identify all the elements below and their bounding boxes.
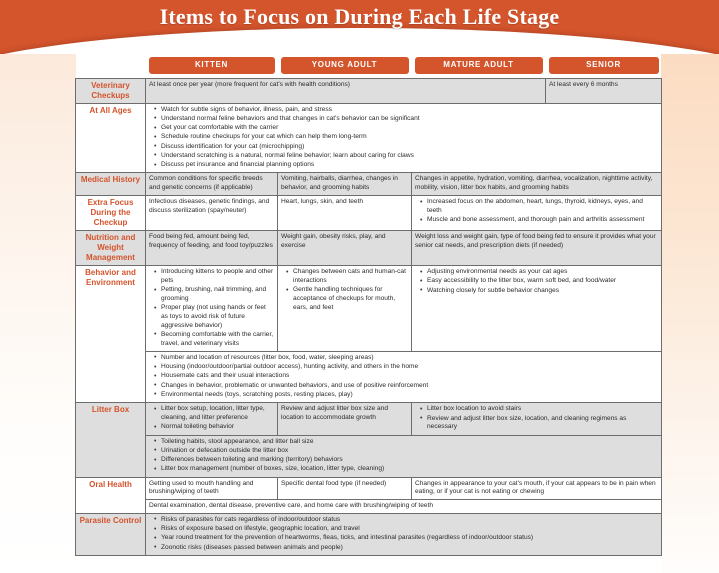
cell-oral-health-all-stages: Dental examination, dental disease, preventive care, and home care with brushing/wiping of teeth	[146, 500, 662, 514]
row-label-extra-focus	[76, 196, 146, 231]
list-item: • Discuss pet insurance and financial planning options	[156, 161, 658, 170]
cell-medical-history-mature-senior: Changes in appetite, hydration, vomiting, diarrhea, vocalization, nighttime activity, mobility, vision, litter box habits, and grooming habits	[412, 173, 662, 196]
cell-behavior-mature-senior	[412, 266, 662, 352]
row-label-behavior-environment	[76, 266, 146, 403]
cell-behavior-young-adult	[278, 266, 412, 352]
column-header-kitten	[146, 55, 278, 78]
list-item: • Understand normal feline behaviors and that changes in cat's behavior can be significant	[156, 115, 658, 124]
list-item: • Adjusting environmental needs as your cat ages	[422, 268, 658, 277]
pill-mature-adult: MATURE ADULT	[415, 57, 543, 74]
list-item: • Risks of parasites for cats regardless of indoor/outdoor status	[156, 516, 658, 525]
bullet-list-behavior-young-adult	[281, 268, 408, 312]
bullet-list-litter-box-mature-senior	[415, 405, 658, 432]
list-item: • Urination or defecation outside the litter box	[156, 447, 658, 456]
table-row-oral-health-all	[76, 500, 662, 514]
bullet-list-behavior-kitten	[149, 268, 274, 348]
header-spacer	[76, 55, 146, 78]
table-row-veterinary-checkups	[76, 78, 662, 103]
row-label-veterinary-checkups: Veterinary Checkups	[76, 78, 146, 103]
list-item: • Year round treatment for the prevention of heartworms, fleas, ticks, and intestinal parasites (regardless of indoor/outdoor status)	[156, 534, 658, 543]
cell-vet-checkups-senior: At least every 6 months	[546, 78, 662, 103]
cell-extra-focus-mature-senior	[412, 196, 662, 231]
page-subtitle: Observe at home and discuss with your veterinarian	[214, 33, 505, 45]
cell-nutrition-mature-senior: Weight loss and weight gain, type of food being fed to ensure it provides what your senior cat needs, and prescription diets (if needed)	[412, 231, 662, 266]
row-label-oral-health: Oral Health	[76, 477, 146, 513]
page-title: Items to Focus on During Each Life Stage	[159, 4, 560, 29]
list-item: • Litter box location to avoid stairs	[422, 405, 658, 414]
list-item: • Environmental needs (toys, scratching posts, resting places, play)	[156, 391, 658, 400]
cell-medical-history-kitten: Common conditions for specific breeds and genetic concerns (if applicable)	[146, 173, 278, 196]
list-item: • Get your cat comfortable with the carrier	[156, 124, 658, 133]
table-row-medical-history	[76, 173, 662, 196]
list-item: • Becoming comfortable with the carrier, travel, and veterinary visits	[156, 331, 274, 349]
table-row-parasite-control	[76, 513, 662, 555]
cell-at-all-ages	[146, 103, 662, 173]
list-item: • Toileting habits, stool appearance, and litter ball size	[156, 438, 658, 447]
pill-young-adult: YOUNG ADULT	[281, 57, 409, 74]
row-label-nutrition-weight	[76, 231, 146, 266]
list-item: • Schedule routine checkups for your cat which can help them long-term	[156, 133, 658, 142]
cell-medical-history-young-adult: Vomiting, hairballs, diarrhea, changes in behavior, and grooming habits	[278, 173, 412, 196]
cell-nutrition-kitten: Food being fed, amount being fed, frequency of feeding, and food toy/puzzles	[146, 231, 278, 266]
list-item: • Litter box setup, location, litter type, cleaning, and litter preference	[156, 405, 274, 423]
pill-senior: SENIOR	[549, 57, 659, 74]
row-label-medical-history: Medical History	[76, 173, 146, 196]
life-stage-table	[75, 55, 662, 556]
column-header-senior	[546, 55, 662, 78]
table-column-header-row	[76, 55, 662, 78]
page-banner	[0, 0, 719, 54]
list-item: • Petting, brushing, nail trimming, and grooming	[156, 286, 274, 304]
list-item: • Zoonotic risks (diseases passed between animals and people)	[156, 544, 658, 553]
cell-parasite-control	[146, 513, 662, 555]
bullet-list-parasite-control	[149, 516, 658, 553]
life-stage-table-wrapper	[75, 55, 661, 556]
list-item: • Understand scratching is a natural, normal feline behavior; learn about caring for claws	[156, 152, 658, 161]
cell-extra-focus-young-adult: Heart, lungs, skin, and teeth	[278, 196, 412, 231]
cell-litter-box-kitten	[146, 403, 278, 435]
cell-behavior-kitten	[146, 266, 278, 352]
left-margin-decoration	[0, 0, 76, 573]
cell-behavior-all-stages	[146, 351, 662, 402]
row-label-parasite-control: Parasite Control	[76, 513, 146, 555]
list-item: • Normal toileting behavior	[156, 423, 274, 432]
cell-extra-focus-kitten: Infectious diseases, genetic findings, and discuss sterilization (spay/neuter)	[146, 196, 278, 231]
cell-litter-box-all-stages	[146, 435, 662, 477]
table-row-at-all-ages	[76, 103, 662, 173]
row-label-extra-focus-line2: During the Checkup	[90, 208, 131, 228]
bullet-list-extra-focus-mature-senior	[415, 198, 658, 225]
list-item: • Discuss identification for your cat (microchipping)	[156, 143, 658, 152]
row-label-litter-box: Litter Box	[76, 403, 146, 477]
list-item: • Differences between toileting and marking (territory) behaviors	[156, 456, 658, 465]
table-row-litter-box-all	[76, 435, 662, 477]
pill-kitten: KITTEN	[149, 57, 275, 74]
list-item: • Housing (indoor/outdoor/partial outdoor access), hunting activity, and others in the home	[156, 363, 658, 372]
list-item: • Changes in behavior, problematic or unwanted behaviors, and use of positive reinforcement	[156, 382, 658, 391]
row-label-behavior-line1: Behavior and	[85, 268, 136, 278]
list-item: • Increased focus on the abdomen, heart, lungs, thyroid, kidneys, eyes, and teeth	[422, 198, 658, 216]
list-item: • Litter box management (number of boxes, size, location, litter type, cleaning)	[156, 465, 658, 474]
cell-oral-health-kitten: Getting used to mouth handling and brushing/wiping of teeth	[146, 477, 278, 500]
cell-oral-health-mature-senior: Changes in appearance to your cat's mouth, if your cat appears to be in pain when eating, or if your cat is not eating or chewing	[412, 477, 662, 500]
list-item: • Watching closely for subtle behavior changes	[422, 287, 658, 296]
row-label-extra-focus-line1: Extra Focus	[87, 198, 134, 208]
list-item: • Muscle and bone assessment, and thorough pain and arthritis assessment	[422, 216, 658, 225]
bullet-list-at-all-ages	[149, 106, 658, 170]
list-item: • Introducing kittens to people and other pets	[156, 268, 274, 286]
list-item: • Housemate cats and their usual interactions	[156, 372, 658, 381]
cell-litter-box-young-adult: Review and adjust litter box size and location to accommodate growth	[278, 403, 412, 435]
table-row-litter-box-split	[76, 403, 662, 435]
list-item: • Proper play (not using hands or feet as toys to avoid risk of future aggressive behavior)	[156, 304, 274, 330]
list-item: • Risks of exposure based on lifestyle, geographic location, and travel	[156, 525, 658, 534]
column-header-young-adult	[278, 55, 412, 78]
bullet-list-behavior-mature-senior	[415, 268, 658, 295]
list-item: • Watch for subtle signs of behavior, illness, pain, and stress	[156, 106, 658, 115]
bullet-list-litter-box-kitten	[149, 405, 274, 432]
row-label-nutrition-line2: Management	[86, 253, 135, 263]
list-item: • Review and adjust litter box size, location, and cleaning regimens as necessary	[422, 415, 658, 433]
cell-oral-health-young-adult: Specific dental food type (if needed)	[278, 477, 412, 500]
list-item: • Gentle handling techniques for acceptance of checkups for mouth, ears, and feet	[288, 286, 408, 312]
table-row-behavior-environment-all	[76, 351, 662, 402]
bullet-list-behavior-all	[149, 354, 658, 400]
right-margin-decoration	[661, 0, 719, 573]
bullet-list-litter-box-all	[149, 438, 658, 475]
row-label-at-all-ages: At All Ages	[76, 103, 146, 173]
table-row-extra-focus	[76, 196, 662, 231]
row-label-nutrition-line1: Nutrition and Weight	[85, 233, 136, 253]
table-row-oral-health-split	[76, 477, 662, 500]
table-row-behavior-environment-split	[76, 266, 662, 352]
list-item: • Number and location of resources (litter box, food, water, sleeping areas)	[156, 354, 658, 363]
table-row-nutrition-weight	[76, 231, 662, 266]
cell-vet-checkups-kitten-mature: At least once per year (more frequent for cat's with health conditions)	[146, 78, 546, 103]
column-header-mature-adult	[412, 55, 546, 78]
cell-nutrition-young-adult: Weight gain, obesity risks, play, and exercise	[278, 231, 412, 266]
row-label-behavior-line2: Environment	[86, 278, 135, 288]
cell-litter-box-mature-senior	[412, 403, 662, 435]
list-item: • Easy accessibility to the litter box, warm soft bed, and food/water	[422, 277, 658, 286]
list-item: • Changes between cats and human-cat interactions	[288, 268, 408, 286]
